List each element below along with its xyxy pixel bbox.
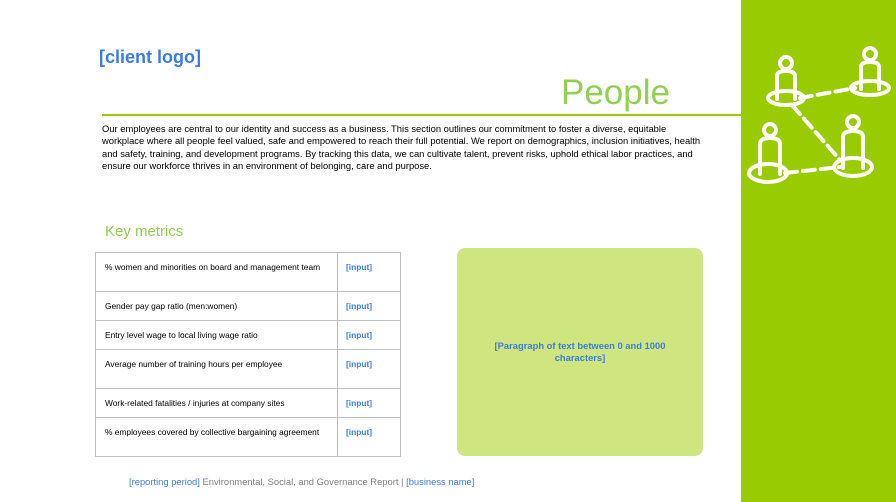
table-row bbox=[96, 418, 401, 457]
page-title: People bbox=[561, 73, 670, 112]
key-metrics-table bbox=[95, 252, 401, 457]
metric-label: Gender pay gap ratio (men:women) bbox=[96, 292, 338, 321]
table-row bbox=[96, 253, 401, 292]
key-metrics-heading: Key metrics bbox=[105, 223, 184, 240]
metric-value[interactable]: [input] bbox=[338, 292, 401, 321]
metric-label: Work-related fatalities / injuries at company sites bbox=[96, 389, 338, 418]
metric-value[interactable]: [input] bbox=[338, 418, 401, 457]
table-row bbox=[96, 350, 401, 389]
report-name: Environmental, Social, and Governance Report | bbox=[199, 476, 407, 487]
footer bbox=[129, 476, 474, 487]
metric-label: % women and minorities on board and management team bbox=[96, 253, 338, 292]
business-name: [business name] bbox=[406, 476, 475, 487]
metric-label: Entry level wage to local living wage ratio bbox=[96, 321, 338, 350]
metric-value[interactable]: [input] bbox=[338, 389, 401, 418]
metric-value[interactable]: [input] bbox=[338, 350, 401, 389]
people-network-icon bbox=[741, 0, 896, 200]
intro-paragraph: Our employees are central to our identity and success as a business. This section outlines our commitment to foster a diverse, equitable workplace where all people feel valued, safe and empowered to reach their full potential. We report on demographics, inclusion initiatives, health and safety, training, and development programs. By tracking this data, we can cultivate talent, prevent risks, uphold ethical labor practices, and ensure our workforce thrives in an environment of belonging, care and purpose. bbox=[102, 123, 701, 172]
metric-value[interactable]: [input] bbox=[338, 253, 401, 292]
metric-label: Average number of training hours per employee bbox=[96, 350, 338, 389]
table-row bbox=[96, 389, 401, 418]
table-row bbox=[96, 292, 401, 321]
reporting-period: [reporting period] bbox=[129, 476, 200, 487]
client-logo: [client logo] bbox=[99, 47, 201, 67]
side-panel bbox=[741, 0, 896, 502]
metric-value[interactable]: [input] bbox=[338, 321, 401, 350]
table-row bbox=[96, 321, 401, 350]
metric-label: % employees covered by collective bargaining agreement bbox=[96, 418, 338, 457]
paragraph-box bbox=[457, 248, 703, 456]
paragraph-placeholder[interactable]: [Paragraph of text between 0 and 1000 characters] bbox=[494, 340, 666, 363]
title-divider bbox=[102, 114, 742, 116]
